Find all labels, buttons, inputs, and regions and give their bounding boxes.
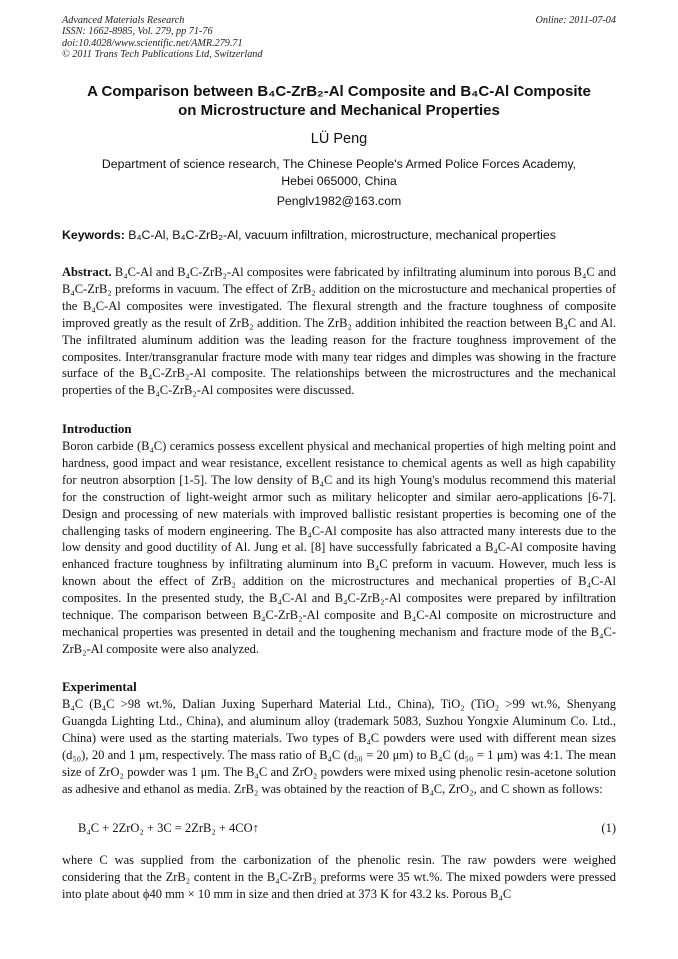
affiliation	[70, 156, 608, 189]
equation-number: (1)	[601, 821, 616, 835]
abstract-label: Abstract.	[62, 265, 112, 279]
title-line-1: A Comparison between B₄C-ZrB₂-Al Composite and B₄C-Al Composite	[87, 83, 591, 100]
abstract	[62, 264, 616, 399]
title-line-2: on Microstructure and Mechanical Properties	[178, 102, 500, 119]
keywords	[62, 228, 616, 242]
journal-issn: ISSN: 1662-8985, Vol. 279, pp 71-76	[62, 26, 213, 38]
equation-text: B₄C + 2ZrO₂ + 3C = 2ZrB₂ + 4CO↑	[78, 821, 259, 835]
experimental-text: B₄C (B₄C >98 wt.%, Dalian Juxing Superhard Material Ltd., China), TiO₂ (TiO₂ >99 wt.%, Shenyang Guangda Lighting Ltd., China), and aluminum alloy (trademark 5083, Suzhou Yongxie Aluminum Co. Ltd., China) were used as the starting materials. Two types of B₄C powders were used with different mean sizes (d₅₀), 20 and 1 μm, respectively. The mass ratio of B₄C (d₅₀ = 20 μm) to B₄C (d₅₀ = 1 μm) was 4:1. The mean size of ZrO₂ powder was 1 μm. The B₄C and ZrO₂ powders were mixed using phenolic resin-acetone solution as adhesive and ethanol as media. ZrB₂ was obtained by the reaction of B₄C, ZrO₂, and C shown as follows:	[62, 697, 616, 796]
affiliation-line-1: Department of science research, The Chinese People's Armed Police Forces Academy,	[101, 157, 577, 171]
experimental-heading: Experimental	[62, 680, 137, 694]
abstract-text: B₄C-Al and B₄C-ZrB₂-Al composites were fabricated by infiltrating aluminum into porous B₄C and B₄C-ZrB₂ preforms in vacuum. The effect of ZrB₂ addition on the microstucture and mechanical properties of the B₄C-Al composites were investigated. The flexural strength and the fracture toughness of composite improved greatly as the result of ZrB₂ addition. The ZrB₂ addition inhibited the reaction between B₄C and Al. The infiltrated aluminum addition was the leading reason for the fracture toughness improvement of the composites. Inter/transgranular fracture mode with many tear ridges and dimples was showing in the fracture surface of the B₄C-ZrB₂-Al composite. The relationships between the microstructures and the mechanical properties of the B₄C-ZrB₂-Al composites were discussed.	[62, 265, 617, 398]
after-equation-text: where C was supplied from the carbonization of the phenolic resin. The raw powders were weighed considering that the ZrB₂ content in the B₄C-ZrB₂ preforms were 35 wt.%. The mixed powders were pressed into plate about ϕ40 mm × 10 mm in size and then dried at 373 K for 43.2 ks. Porous B₄C	[62, 853, 616, 901]
introduction-text: Boron carbide (B₄C) ceramics possess excellent physical and mechanical properties of high melting point and hardness, good impact and wear resistance, excellent resistance to chemical agents as well as high capability for neutron absorption [1-5]. The low density of B₄C and its high Young's modulus recommend this material for the construction of light-weight armor such as military helicopter and similar aero-applications [6-7]. Design and processing of new materials with improved ballistic resistant properties is becoming one of the challenging tasks of modern engineering. The B₄C-Al composite has also attracted many interests due to the low density and good ductility of Al. Jung et al. [8] have successfully fabricated a B₄C-Al composite having enhanced fracture toughness by infiltrating aluminum into B₄C preform in vacuum. However, much less is known about the effect of ZrB₂ addition on the microstructures and mechanical properties of B₄C-Al composites. In the presented study, the B₄C-Al and B₄C-ZrB₂-Al composites were prepared by infiltration technique. The comparison between B₄C-ZrB₂-Al composite and B₄C-Al composite on microstructure and mechanical properties was presented in detail and the toughening mechanism and fracture mode of the B₄C-ZrB₂-Al composite were also analyzed.	[62, 439, 616, 656]
keywords-label: Keywords:	[62, 228, 125, 242]
author-name: LÜ Peng	[310, 131, 368, 147]
online-date: Online: 2011-07-04	[535, 15, 616, 26]
author-email: Penglv1982@163.com	[276, 194, 402, 208]
affiliation-line-2: Hebei 065000, China	[281, 173, 397, 188]
journal-header	[62, 15, 616, 61]
equation-1	[78, 821, 616, 836]
keywords-list: B₄C-Al, B₄C-ZrB₂-Al, vacuum infiltration, microstructure, mechanical properties	[128, 228, 556, 242]
journal-name: Advanced Materials Research	[62, 15, 185, 26]
introduction-heading: Introduction	[62, 422, 132, 436]
journal-doi: doi:10.4028/www.scientific.net/AMR.279.71	[62, 37, 243, 49]
paper-title	[48, 82, 630, 120]
journal-copyright: © 2011 Trans Tech Publications Ltd, Switzerland	[62, 49, 263, 61]
